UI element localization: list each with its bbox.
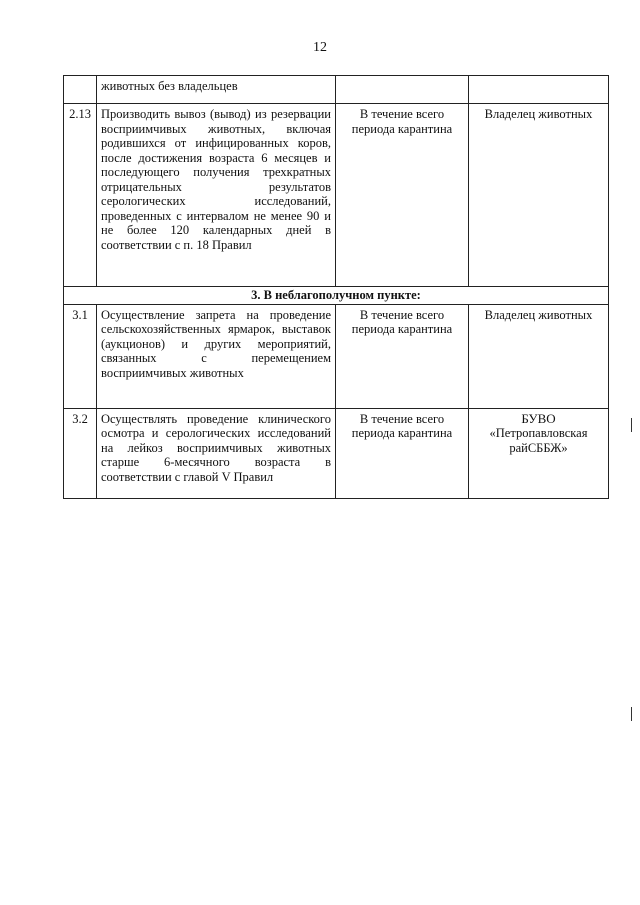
table-row — [64, 104, 609, 287]
table-row — [64, 76, 609, 104]
action-text: Осуществление запрета на проведение сельскохозяйственных ярмарок, выставок (аукционов) и других мероприятий, связанных с перемещением восприимчивых животных — [97, 304, 336, 408]
action-text: Осуществлять проведение клинического осмотра и серологических исследований на лейкоз восприимчивых животных старше 6-месячного возраста в соответствии с главой V Правил — [97, 408, 336, 498]
page-number: 12 — [313, 40, 327, 55]
table-row — [64, 304, 609, 408]
section-header-row — [64, 287, 609, 305]
section-title: 3. В неблагополучном пункте: — [64, 287, 609, 305]
scan-mark — [631, 707, 632, 721]
responsible-org-abbr: БУВО — [521, 410, 556, 426]
action-text: Производить вывоз (вывод) из резервации восприимчивых животных, включая родившихся от инфицированных коров, после достижения возраста 6 месяцев и последующего получения трехкратных отрицательных результатов серологических исследований, проведенных с интервалом не менее 90 и не более 120 календарных дней в соответствии с п. 18 Правил — [97, 104, 336, 287]
row-number: 2.13 — [64, 104, 97, 287]
row-number — [64, 76, 97, 104]
measures-table — [63, 75, 609, 499]
term-text: В течение всего периода карантина — [336, 408, 469, 498]
term-text: В течение всего периода карантина — [336, 104, 469, 287]
term-text: В течение всего периода карантина — [336, 304, 469, 408]
responsible-cell — [469, 408, 609, 498]
action-text: животных без владельцев — [97, 76, 336, 104]
row-number: 3.2 — [64, 408, 97, 498]
responsible-org-name: «Петропавловская райСББЖ» — [489, 426, 588, 455]
scan-mark — [631, 418, 632, 432]
row-number: 3.1 — [64, 304, 97, 408]
responsible-text — [469, 76, 609, 104]
table-row — [64, 408, 609, 498]
responsible-text: Владелец животных — [469, 304, 609, 408]
term-text — [336, 76, 469, 104]
responsible-text: Владелец животных — [469, 104, 609, 287]
